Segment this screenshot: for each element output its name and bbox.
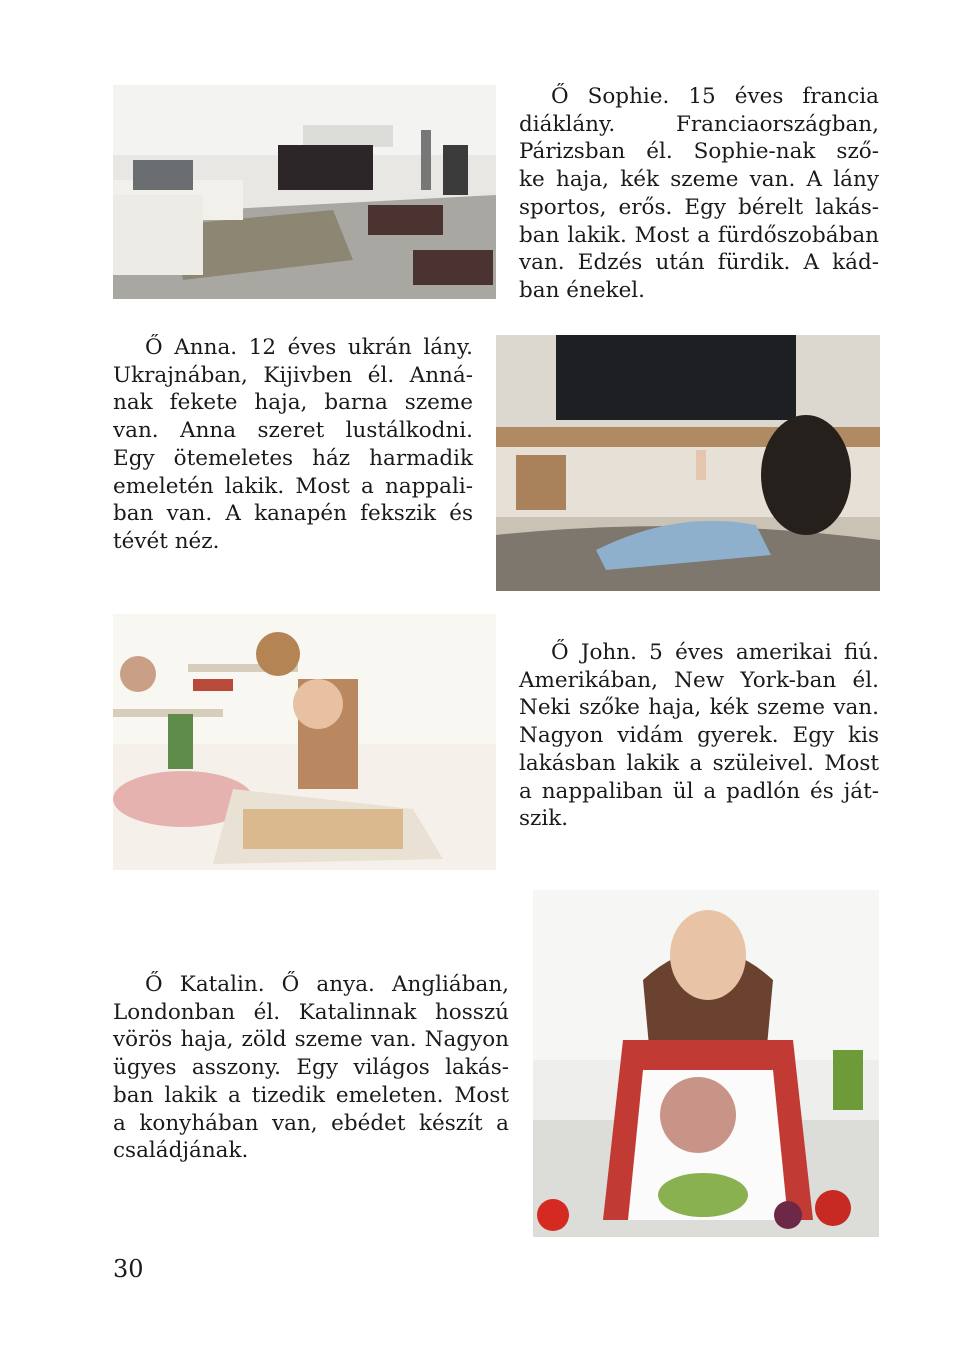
page-number: 30 bbox=[113, 1255, 144, 1283]
paragraph-john: Ő John. 5 éves amerikai fiú. Amerikában, New York-ban él. Neki szőke haja, kék szeme van. Nagyon vidám gyerek. Egy kis lakásban lakik a szüleivel. Most a nappaliban ül a padlón és ját- szik. bbox=[519, 640, 879, 832]
paragraph-anna: Ő Anna. 12 éves ukrán lány. Ukrajnában, Kijivben él. Anná- nak fekete haja, barna szeme van. Anna szeret lustálkodni. Egy ötemeletes ház harmadik emeletén lakik. Most a nappali- ban van. A kanapén fekszik és tévét néz. bbox=[113, 335, 473, 554]
living-room-photo bbox=[113, 85, 496, 299]
woman-watching-tv-photo bbox=[496, 335, 880, 591]
woman-cooking-photo bbox=[533, 890, 879, 1237]
paragraph-sophie: Ő Sophie. 15 éves francia diáklány. Franciaországban, Párizsban él. Sophie-nak sző- ke haja, kék szeme van. A lány sportos, erős. Egy bérelt lakás- ban lakik. Most a fürdőszobában van. Edzés után fürdik. A kád- ban énekel. bbox=[519, 84, 879, 303]
boy-playing-photo bbox=[113, 614, 496, 870]
paragraph-katalin: Ő Katalin. Ő anya. Angliában, Londonban él. Katalinnak hosszú vörös haja, zöld szeme van. Nagyon ügyes asszony. Egy világos lakás- ban lakik a tizedik emeleten. Most a konyhában van, ebédet készít a családjának. bbox=[113, 972, 509, 1164]
